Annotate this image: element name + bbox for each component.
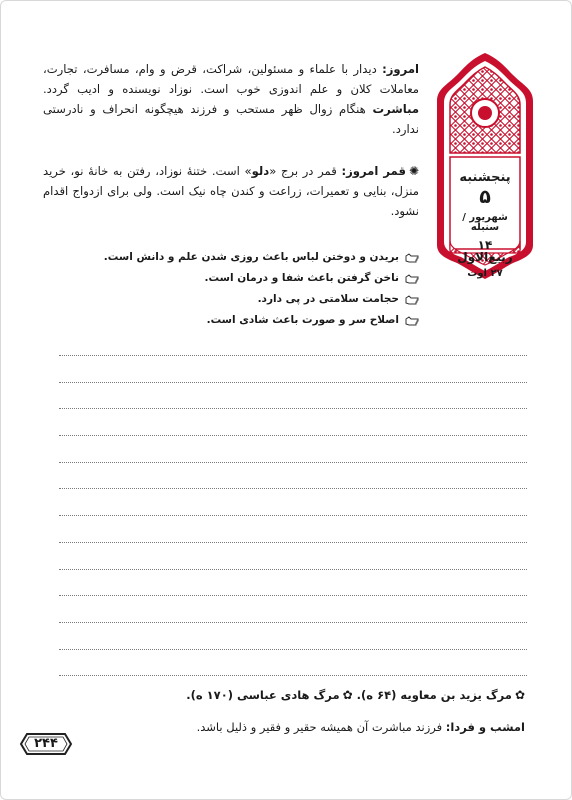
note-line[interactable] (59, 487, 527, 489)
note-line[interactable] (59, 354, 527, 356)
events-line (45, 685, 525, 705)
tip-text: اصلاح سر و صورت باعث شادی است. (206, 314, 399, 326)
moon-text-end: » است. ختنهٔ نوزاد، رفتن به خانهٔ نو، خرید منزل، بنایی و تعمیرات، زراعت و کندن چاه نیک است. ولی برای ازدواج اقدام نشود. (43, 164, 419, 218)
note-line[interactable] (59, 514, 527, 516)
page-number (19, 732, 73, 756)
note-line[interactable] (59, 407, 527, 409)
note-line[interactable] (59, 648, 527, 650)
tips-list (43, 247, 419, 331)
moon-bold-word: دلو (251, 164, 270, 178)
list-item (43, 310, 419, 331)
badge-lunar-date: ۱۴ ربیع‌الاول (457, 238, 513, 264)
note-line[interactable] (59, 568, 527, 570)
pointing-hand-icon (405, 295, 419, 305)
note-line[interactable] (59, 594, 527, 596)
list-item (43, 268, 419, 289)
pointing-hand-icon (405, 253, 419, 263)
date-badge (433, 49, 537, 281)
list-item (43, 289, 419, 310)
today-bold-word: مباشرت (372, 102, 419, 116)
today-text-end: هنگام زوال ظهر مستحب و فرزند هیچگونه انحراف و نادرستی ندارد. (43, 102, 419, 136)
tip-text: ناخن گرفتن باعث شفا و درمان است. (204, 272, 399, 284)
page-number-text: ۲۴۴ (34, 736, 58, 751)
tonight-label: امشب و فردا: (445, 720, 525, 734)
pointing-hand-icon (405, 274, 419, 284)
list-item (43, 247, 419, 268)
tonight-line (45, 717, 525, 737)
badge-gregorian-date: ۲۷ اوت (467, 268, 503, 279)
pointing-hand-icon (405, 316, 419, 326)
moon-label: قمر امروز: (341, 164, 406, 178)
flower-icon: ✿ (342, 688, 353, 702)
note-line[interactable] (59, 461, 527, 463)
badge-day-name: پنجشنبه (459, 170, 511, 185)
note-line[interactable] (59, 381, 527, 383)
badge-solar-month: شهریور / سنبله (462, 212, 508, 233)
note-line[interactable] (59, 674, 527, 676)
tonight-text: فرزند مباشرت آن همیشه حقیر و فقیر و ذلیل باشد. (196, 720, 446, 734)
event-1: مرگ یزید بن معاویه (۶۴ ه). (356, 688, 512, 702)
event-2: مرگ هادی عباسی (۱۷۰ ه). (186, 688, 340, 702)
moon-text-start: قمر در برج « (269, 164, 342, 178)
note-line[interactable] (59, 541, 527, 543)
flower-icon: ✿ (514, 688, 525, 702)
notes-area[interactable] (59, 354, 527, 701)
moon-paragraph (43, 161, 419, 221)
tip-text: بریدن و دوختن لباس باعث روزی شدن علم و دانش است. (103, 251, 399, 263)
sun-icon: ✺ (408, 164, 419, 178)
today-text-start: دیدار با علماء و مسئولین، شراکت، قرض و وام، مسافرت، تجارت، معاملات کلان و علم اندوزی خوب است. نوزاد نویسنده و ادیب گردد. (43, 62, 419, 96)
note-line[interactable] (59, 621, 527, 623)
today-label: امروز: (382, 62, 419, 76)
badge-day-number: ۵ (479, 186, 491, 208)
today-paragraph (43, 59, 419, 139)
note-line[interactable] (59, 434, 527, 436)
tip-text: حجامت سلامتی در پی دارد. (257, 293, 399, 305)
